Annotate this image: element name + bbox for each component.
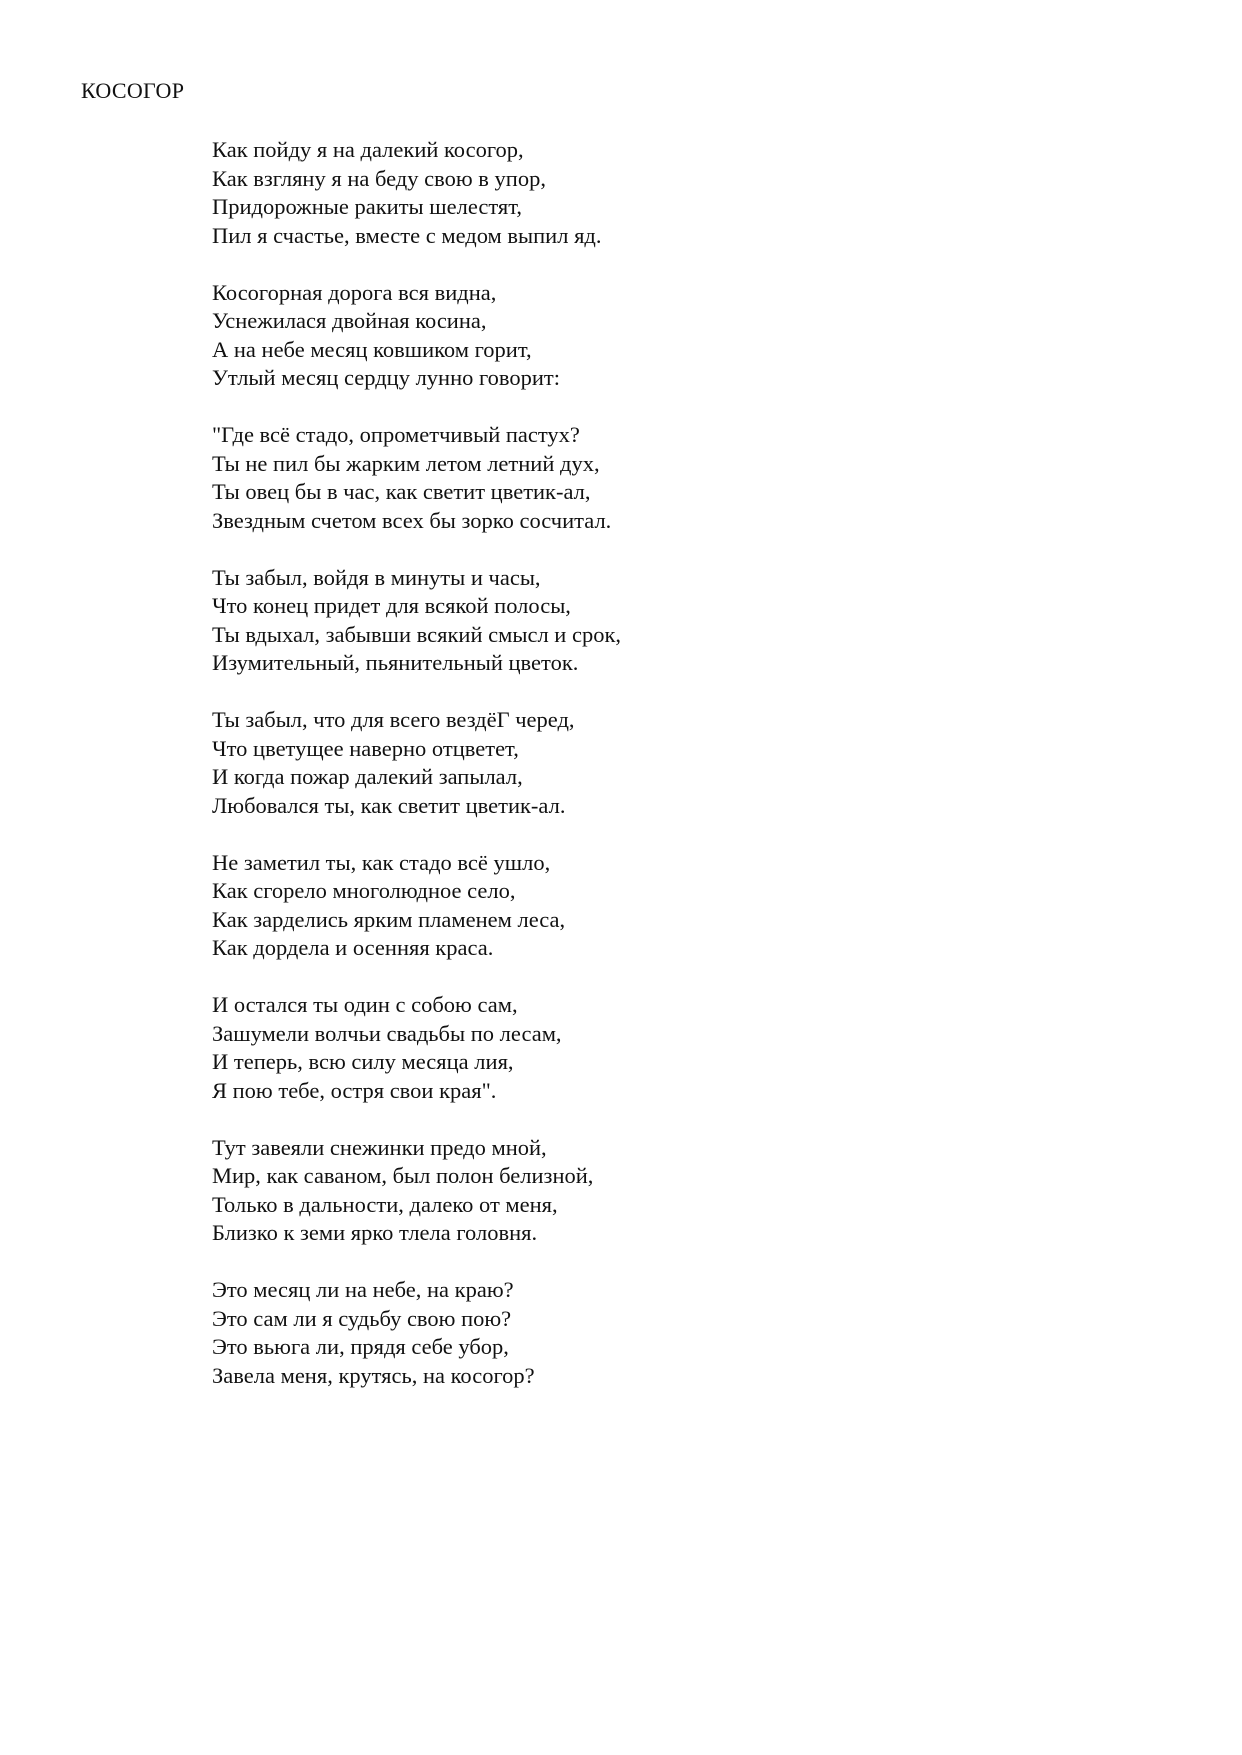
poem-line: И остался ты один с собою сам, xyxy=(212,992,518,1017)
stanza xyxy=(212,849,1112,963)
poem-line: И когда пожар далекий запылал, xyxy=(212,764,523,789)
stanza xyxy=(212,1134,1112,1248)
poem-line: Как взгляну я на беду свою в упор, xyxy=(212,165,546,191)
poem-line: Это вьюга ли, прядя себе убор, xyxy=(212,1334,509,1359)
poem-line: Ты овец бы в час, как светит цветик-ал, xyxy=(212,479,591,504)
stanza xyxy=(212,564,1112,678)
poem-line: Не заметил ты, как стадо всё ушло, xyxy=(212,849,551,875)
stanza xyxy=(212,136,1112,250)
poem-line: Я пою тебе, остря свои края". xyxy=(212,1077,497,1103)
stanza xyxy=(212,421,1112,535)
stanza xyxy=(212,991,1112,1105)
poem-line: Звездным счетом всех бы зорко сосчитал. xyxy=(212,507,612,533)
poem-line: Придорожные ракиты шелестят, xyxy=(212,194,523,219)
stanza xyxy=(212,279,1112,393)
poem-line: Тут завеяли снежинки предо мной, xyxy=(212,1134,547,1160)
poem-line: Утлый месяц сердцу лунно говорит: xyxy=(212,365,561,390)
poem-line: Уснежилася двойная косина, xyxy=(212,308,487,333)
poem-line: Мир, как саваном, был полон белизной, xyxy=(212,1163,594,1188)
stanza xyxy=(212,1276,1112,1390)
poem-body xyxy=(212,136,1112,1419)
poem-line: Что цветущее наверно отцветет, xyxy=(212,735,519,761)
poem-line: Это сам ли я судьбу свою пою? xyxy=(212,1305,512,1331)
poem-line: Как пойду я на далекий косогор, xyxy=(212,137,524,162)
poem-line: Зашумели волчьи свадьбы по лесам, xyxy=(212,1020,562,1046)
poem-line: Изумительный, пьянительный цветок. xyxy=(212,650,579,675)
poem-line: Ты вдыхал, забывши всякий смысл и срок, xyxy=(212,621,622,647)
poem-line: А на небе месяц ковшиком горит, xyxy=(212,336,532,362)
poem-line: Косогорная дорога вся видна, xyxy=(212,279,497,305)
poem-line: Близко к земи ярко тлела головня. xyxy=(212,1220,538,1245)
poem-line: Ты не пил бы жарким летом летний дух, xyxy=(212,450,600,476)
poem-line: Что конец придет для всякой полосы, xyxy=(212,593,571,618)
stanza xyxy=(212,706,1112,820)
poem-line: Завела меня, крутясь, на косогор? xyxy=(212,1362,535,1388)
poem-line: Ты забыл, что для всего вездёГ черед, xyxy=(212,707,575,732)
poem-line: Любовался ты, как светит цветик-ал. xyxy=(212,792,566,818)
poem-line: Как сгорело многолюдное село, xyxy=(212,878,516,903)
poem-line: Как дордела и осенняя краса. xyxy=(212,935,494,960)
poem-line: Пил я счастье, вместе с медом выпил яд. xyxy=(212,222,602,248)
poem-title: КОСОГОР xyxy=(81,78,185,103)
poem-line: "Где всё стадо, опрометчивый пастух? xyxy=(212,422,580,447)
poem-line: Это месяц ли на небе, на краю? xyxy=(212,1277,514,1302)
poem-line: Только в дальности, далеко от меня, xyxy=(212,1191,558,1217)
poem-line: Как зарделись ярким пламенем леса, xyxy=(212,906,566,932)
poem-line: И теперь, всю силу месяца лия, xyxy=(212,1049,514,1074)
poem-line: Ты забыл, войдя в минуты и часы, xyxy=(212,564,541,590)
